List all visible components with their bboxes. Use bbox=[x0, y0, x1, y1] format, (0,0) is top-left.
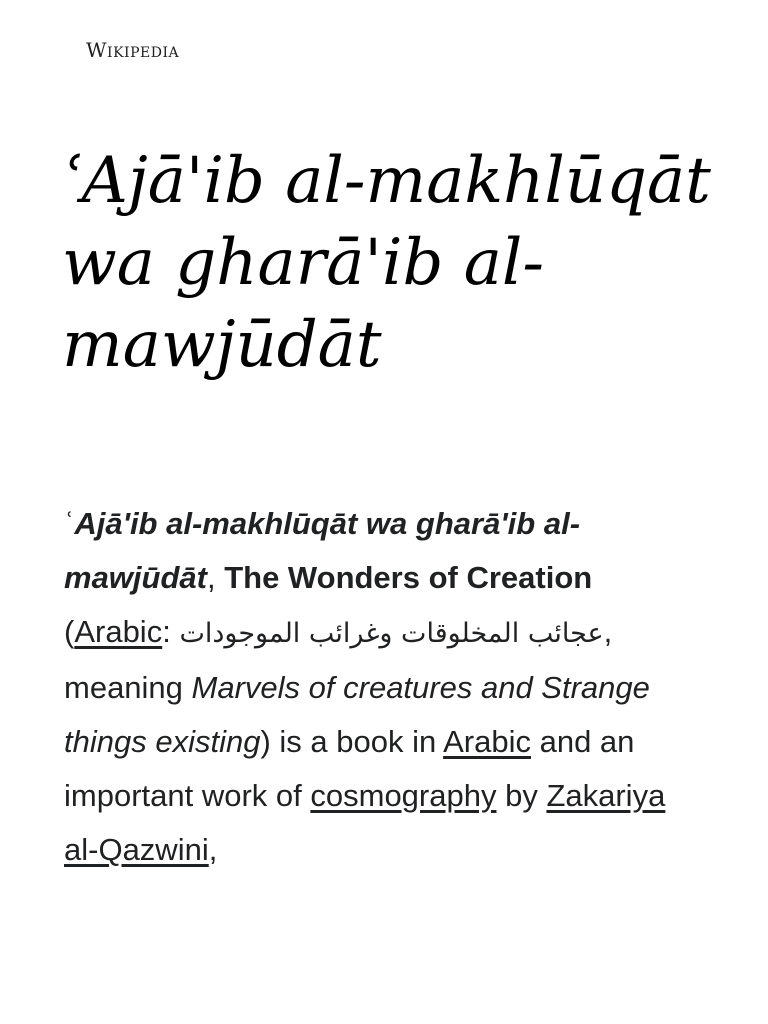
book-in-text: ) is a book in bbox=[260, 724, 444, 759]
author-link[interactable]: Zakariya al-Qazwini bbox=[64, 778, 666, 867]
arabic-language-link[interactable]: Arabic bbox=[74, 614, 163, 649]
ayn-mark: ʿ bbox=[64, 506, 75, 541]
comma-separator: , bbox=[206, 560, 225, 595]
arabic-link-2[interactable]: Arabic bbox=[443, 724, 531, 759]
wikipedia-logo[interactable]: Wikipedia bbox=[86, 38, 180, 62]
lead-paragraph bbox=[64, 497, 684, 877]
meaning-translation: Marvels of creatures and Strange things existing bbox=[64, 670, 650, 759]
arabic-title-text: عجائب المخلوقات وغرائب الموجودات bbox=[179, 618, 604, 649]
bold-italic-name: Ajā'ib al-makhlūqāt wa gharā'ib al-mawjūdāt bbox=[64, 506, 581, 595]
english-title: The Wonders of Creation bbox=[224, 560, 593, 595]
important-work-text: and an important work of bbox=[64, 724, 635, 813]
cosmography-link[interactable]: cosmography bbox=[310, 778, 497, 813]
by-text: by bbox=[496, 778, 547, 813]
trailing-comma: , bbox=[208, 832, 218, 867]
open-paren: ( bbox=[64, 614, 75, 649]
colon: : bbox=[162, 614, 180, 649]
page-title: ʿAjā'ib al-makhlūqāt wa gharā'ib al-mawjūdāt bbox=[62, 144, 711, 382]
meaning-intro: , meaning bbox=[64, 614, 613, 705]
